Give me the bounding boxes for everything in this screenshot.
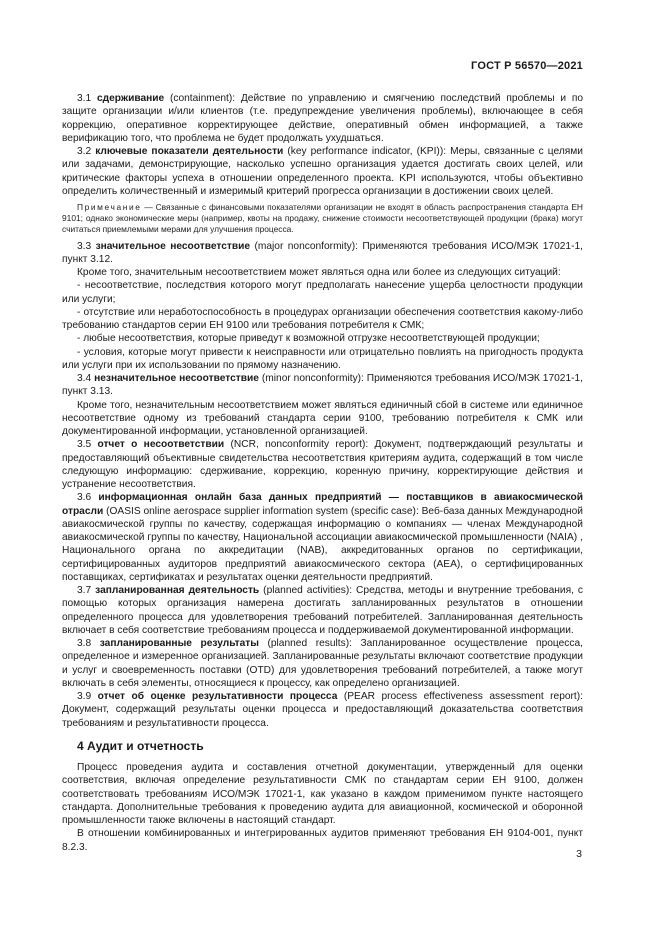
paragraph: Кроме того, незначительным несоответствием может являться единичный сбой в системе или единичное несоответствие одному из требований стандарта серии 9100, требованию потребителя к СМК или документированной информации, установленной организацией. [62, 399, 583, 438]
paragraph: Кроме того, значительным несоответствием может являться одна или более из следующих ситуаций: [77, 267, 561, 279]
list-item: - любые несоответствия, которые приведут к возможной отгрузке несоответствующей продукции; [77, 333, 540, 345]
definition-3-9: 3.9 отчет об оценке результативности процесса (PEAR process effectiveness assessment report): Документ, содержащий результаты оценки процесса и предоставляющий доказательства соответствия требованиям и результативности процесса. [62, 691, 583, 729]
list-item: - отсутствие или неработоспособность в процедурах организации обеспечения соответствия какому-либо требованию стандартов серии ЕН 9100 или требования потребителя к СМК; [62, 306, 583, 332]
page-number: 3 [576, 848, 582, 860]
page-body [62, 92, 583, 854]
document-header-standard: ГОСТ Р 56570—2021 [471, 60, 583, 72]
list-item: - несоответствие, последствия которого могут предполагать нанесение ущерба целостности продукции или услуги; [62, 280, 583, 305]
definition-3-6: 3.6 информационная онлайн база данных предприятий — поставщиков в авиакосмической отрасли (OASIS online aerospace supplier information system (specific case): Веб-база данных Международной авиакосмической группы по качеству, содержащая информацию о компаниях — членах Международной авиакосмической группы по качеству, Национальной ассоциации авиакосмической промышленности (NAIA) , Национального органа по аккредитации (NAB), аккредитованных органов по сертификации, сертифицированных аудиторов предприятий авиакосмического сектора (AEA), о сертифицированных поставщиках, сертификатах и результатах оценки деятельности предприятий. [62, 492, 583, 583]
term: запланированная деятельность [95, 585, 260, 597]
definition-3-1: 3.1 сдерживание (containment): Действие по управлению и смягчению последствий проблемы и по защите организации и/или клиентов (т.е. предупреждение увеличения проблемы), включающее в себя коррекцию, оперативное корректирующее действие, оперативный обмен информацией, а также верификацию того, что проблема не будет продолжать ухудшаться. [62, 93, 583, 144]
definition-3-3: 3.3 значительное несоответствие (major nonconformity): Применяются требования ИСО/МЭК 17021-1, пункт 3.12. [62, 240, 583, 265]
term: сдерживание [96, 93, 165, 104]
definition-3-8: 3.8 запланированные результаты (planned results): Запланированное осуществление процесса, определенное и измеренное организацией. Запланированные результаты включают соответствие продукции и услуг и своевременность поставки (OTD) для удовлетворения требований потребителей, а также могут включать в себя элементы, относящиеся к процессу, как определено организацией. [62, 638, 583, 689]
definition-3-4: 3.4 незначительное несоответствие (minor nonconformity): Применяются требования ИСО/МЭК 17021-1, пункт 3.13. [62, 373, 583, 398]
term: запланированные результаты [99, 638, 259, 650]
term: информационная онлайн база данных предприятий — поставщиков в авиакосмической отрасли [62, 492, 583, 517]
list-item: - условия, которые могут привести к неисправности или отрицательно повлиять на пригодность продукта или услуги при их использовании по прямому назначению. [62, 346, 583, 371]
paragraph: В отношении комбинированных и интегрированных аудитов применяют требования ЕН 9104-001, пункт 8.2.3. [62, 828, 583, 853]
definition-3-7: 3.7 запланированная деятельность (planned activities): Средства, методы и внутренние требования, с помощью которых организация намерена достигать запланированных результатов в отношении определенного процесса для удовлетворения требований потребителей. Запланированная деятельность включает в себя соответствие требованиям процесса и поддерживаемой документированной информации. [62, 585, 583, 636]
term: отчет о несоответствии [97, 439, 225, 451]
note: Примечание — Связанные с финансовыми показателями организации не входят в область распространения стандарта ЕН 9101; однако экономические меры (например, квоты на продажу, снижение стоимости несоответствующей продукции (брака) могут считаться приемлемыми мерами для улучшения процесса. [62, 202, 583, 234]
term: незначительное несоответствие [94, 373, 259, 385]
definition-3-2: 3.2 ключевые показатели деятельности (key performance indicator, (KPI)): Меры, связанные с целями или задачами, демонстрирующие, насколько успешно организация удается достигать своих целей, или критические факторы успеха в отношении определенного проекта. KPI используются, чтобы объективно определить количественный и измеримый критерий прогресса организации в достижении своих целей. [62, 146, 583, 197]
term: ключевые показатели деятельности [95, 146, 284, 157]
term: значительное несоответствие [95, 240, 251, 252]
definition-3-5: 3.5 отчет о несоответствии (NCR, nonconformity report): Документ, подтверждающий результаты и предоставляющий объективные свидетельства несоответствия критериям аудита, содержащий в том числе следующую информацию: сдерживание, коррекцию, коренную причину, корректирующие действия и устранение несоответствия. [62, 439, 583, 491]
note-label: Примечание [77, 202, 142, 212]
paragraph: Процесс проведения аудита и составления отчетной документации, утвержденный для оценки соответствия, включая определение результативности СМК по стандартам серии ЕН 9100, должен соответствовать требованиям ИСО/МЭК 17021-1, как указано в каждом применимом пункте настоящего стандарта. Дополнительные требования к проведению аудита для авиационной, космической и оборонной промышленности также включены в настоящий стандарт. [62, 762, 583, 827]
term: отчет об оценке результативности процесса [97, 691, 338, 703]
section-heading: 4 Аудит и отчетность [77, 738, 204, 753]
